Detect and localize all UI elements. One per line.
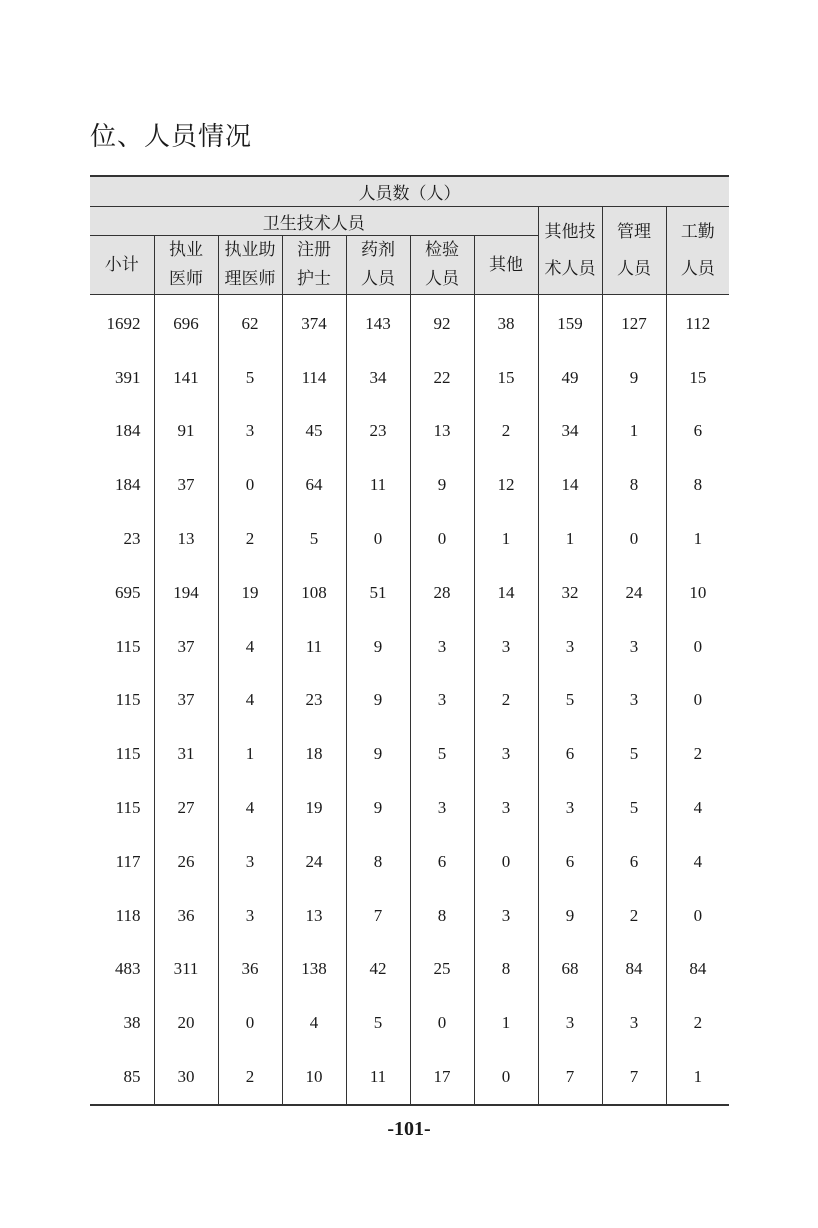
table-cell: 8 [346, 835, 410, 889]
table-cell: 30 [154, 1050, 218, 1105]
table-cell: 3 [410, 620, 474, 674]
table-row [90, 889, 729, 943]
table-cell: 2 [474, 405, 538, 459]
table-cell: 5 [410, 727, 474, 781]
table-cell: 115 [115, 636, 141, 656]
table-cell: 31 [154, 727, 218, 781]
table-row [90, 458, 729, 512]
table-cell: 8 [602, 458, 666, 512]
table-cell: 184 [115, 421, 141, 441]
table-cell: 3 [218, 835, 282, 889]
header-other: 其他 [474, 236, 538, 295]
table-cell: 14 [474, 566, 538, 620]
table-cell: 37 [154, 620, 218, 674]
table-cell: 143 [346, 295, 410, 351]
table-row [90, 566, 729, 620]
table-cell: 4 [666, 781, 729, 835]
table-cell: 6 [602, 835, 666, 889]
table-cell: 3 [218, 889, 282, 943]
table-cell: 7 [538, 1050, 602, 1105]
table-cell: 19 [282, 781, 346, 835]
header-management: 管理 人员 [602, 207, 666, 295]
table-cell: 3 [474, 889, 538, 943]
table-cell: 108 [282, 566, 346, 620]
table-cell: 7 [346, 889, 410, 943]
table-cell: 42 [346, 943, 410, 997]
table-cell: 1 [666, 1050, 729, 1105]
table-cell: 695 [115, 582, 141, 602]
table-cell: 696 [154, 295, 218, 351]
table-cell: 1 [218, 727, 282, 781]
header-other-tech: 其他技 术人员 [538, 207, 602, 295]
table-cell: 1 [474, 512, 538, 566]
table-cell: 0 [474, 835, 538, 889]
header-pharmacy-staff: 药剂 人员 [346, 236, 410, 295]
table-cell: 6 [538, 835, 602, 889]
table-cell: 28 [410, 566, 474, 620]
table-cell: 184 [115, 475, 141, 495]
table-cell: 2 [218, 512, 282, 566]
table-cell: 11 [282, 620, 346, 674]
table-cell: 117 [115, 851, 141, 871]
table-cell: 0 [410, 996, 474, 1050]
table-row [90, 835, 729, 889]
table-cell: 6 [666, 405, 729, 459]
table-cell: 64 [282, 458, 346, 512]
table-cell: 8 [666, 458, 729, 512]
table-row [90, 1050, 729, 1105]
table-cell: 0 [346, 512, 410, 566]
table-cell: 51 [346, 566, 410, 620]
table-cell: 84 [602, 943, 666, 997]
table-cell: 13 [154, 512, 218, 566]
table-row [90, 727, 729, 781]
table-cell: 36 [154, 889, 218, 943]
table-cell: 3 [538, 620, 602, 674]
table-cell: 483 [115, 959, 141, 979]
table-cell: 5 [602, 727, 666, 781]
header-lab-staff: 检验 人员 [410, 236, 474, 295]
table-cell: 5 [282, 512, 346, 566]
table-cell: 34 [346, 351, 410, 405]
table-cell: 11 [346, 1050, 410, 1105]
table-cell: 5 [602, 781, 666, 835]
table-cell: 115 [115, 798, 141, 818]
table-cell: 8 [410, 889, 474, 943]
table-cell: 15 [666, 351, 729, 405]
table-cell: 38 [474, 295, 538, 351]
table-cell: 3 [538, 996, 602, 1050]
table-cell: 2 [474, 674, 538, 728]
table-cell: 7 [602, 1050, 666, 1105]
table-cell: 0 [218, 458, 282, 512]
table-cell: 4 [666, 835, 729, 889]
table-cell: 5 [538, 674, 602, 728]
table-cell: 9 [410, 458, 474, 512]
table-cell: 26 [154, 835, 218, 889]
table-cell: 2 [666, 996, 729, 1050]
table-cell: 6 [538, 727, 602, 781]
page-title: 位、人员情况 [90, 122, 253, 152]
header-subgroup: 卫生技术人员 [90, 207, 538, 236]
table-cell: 4 [218, 781, 282, 835]
table-cell: 49 [538, 351, 602, 405]
table-cell: 9 [346, 727, 410, 781]
table-cell: 114 [282, 351, 346, 405]
table-cell: 37 [154, 674, 218, 728]
table-cell: 0 [666, 620, 729, 674]
table-cell: 0 [474, 1050, 538, 1105]
table-row [90, 996, 729, 1050]
table-cell: 24 [602, 566, 666, 620]
table-cell: 141 [154, 351, 218, 405]
table-cell: 23 [123, 529, 141, 549]
table-cell: 36 [218, 943, 282, 997]
table-cell: 10 [666, 566, 729, 620]
table-cell: 159 [538, 295, 602, 351]
table-row [90, 674, 729, 728]
table-cell: 19 [218, 566, 282, 620]
table-cell: 374 [282, 295, 346, 351]
table-cell: 1 [666, 512, 729, 566]
table-cell: 37 [154, 458, 218, 512]
table-cell: 9 [346, 674, 410, 728]
table-cell: 11 [346, 458, 410, 512]
table-cell: 0 [666, 889, 729, 943]
table-cell: 5 [346, 996, 410, 1050]
table-cell: 9 [538, 889, 602, 943]
table-cell: 391 [115, 367, 141, 387]
staff-table [90, 175, 729, 1106]
table-cell: 9 [602, 351, 666, 405]
table-cell: 3 [474, 727, 538, 781]
table-body [90, 295, 729, 1105]
table-cell: 45 [282, 405, 346, 459]
table-cell: 1 [602, 405, 666, 459]
header-subtotal: 小计 [90, 236, 154, 295]
table-cell: 91 [154, 405, 218, 459]
table-cell: 2 [218, 1050, 282, 1105]
header-assistant-physician: 执业助 理医师 [218, 236, 282, 295]
table-row [90, 781, 729, 835]
table-cell: 112 [666, 295, 729, 351]
table-cell: 3 [410, 674, 474, 728]
table-cell: 4 [218, 674, 282, 728]
table-cell: 15 [474, 351, 538, 405]
table-cell: 1692 [106, 313, 141, 333]
table-cell: 13 [282, 889, 346, 943]
table-cell: 2 [666, 727, 729, 781]
table-cell: 3 [218, 405, 282, 459]
table-cell: 0 [602, 512, 666, 566]
table-cell: 194 [154, 566, 218, 620]
table-cell: 32 [538, 566, 602, 620]
table-cell: 9 [346, 620, 410, 674]
table-cell: 1 [474, 996, 538, 1050]
table-cell: 3 [474, 620, 538, 674]
table-row [90, 943, 729, 997]
table-cell: 8 [474, 943, 538, 997]
table-cell: 115 [115, 744, 141, 764]
table-cell: 14 [538, 458, 602, 512]
table-row [90, 512, 729, 566]
table-cell: 1 [538, 512, 602, 566]
header-support-staff: 工勤 人员 [666, 207, 729, 295]
table-cell: 62 [218, 295, 282, 351]
table-cell: 5 [218, 351, 282, 405]
table-cell: 118 [115, 905, 141, 925]
table-cell: 138 [282, 943, 346, 997]
table-cell: 115 [115, 690, 141, 710]
table-cell: 0 [218, 996, 282, 1050]
header-registered-nurse: 注册 护士 [282, 236, 346, 295]
table-cell: 25 [410, 943, 474, 997]
header-group: 人员数（人） [90, 176, 729, 207]
table-cell: 0 [410, 512, 474, 566]
table-cell: 9 [346, 781, 410, 835]
table-cell: 2 [602, 889, 666, 943]
table-cell: 22 [410, 351, 474, 405]
table-cell: 92 [410, 295, 474, 351]
table-cell: 18 [282, 727, 346, 781]
header-practicing-physician: 执业 医师 [154, 236, 218, 295]
table-cell: 34 [538, 405, 602, 459]
table-cell: 13 [410, 405, 474, 459]
table-row [90, 620, 729, 674]
table-cell: 85 [90, 1050, 154, 1105]
table-row [90, 295, 729, 351]
table-cell: 20 [154, 996, 218, 1050]
page-number: -101- [387, 1118, 431, 1140]
table-cell: 23 [346, 405, 410, 459]
table-cell: 17 [410, 1050, 474, 1105]
table-cell: 10 [282, 1050, 346, 1105]
table-cell: 4 [282, 996, 346, 1050]
table-cell: 3 [474, 781, 538, 835]
table-cell: 4 [218, 620, 282, 674]
table-cell: 3 [538, 781, 602, 835]
table-row [90, 405, 729, 459]
table-cell: 0 [666, 674, 729, 728]
table-cell: 3 [602, 674, 666, 728]
table-cell: 27 [154, 781, 218, 835]
table-cell: 3 [602, 996, 666, 1050]
table-cell: 3 [410, 781, 474, 835]
table-cell: 12 [474, 458, 538, 512]
table-cell: 311 [154, 943, 218, 997]
table-cell: 3 [602, 620, 666, 674]
table-row [90, 351, 729, 405]
table-cell: 68 [538, 943, 602, 997]
table-cell: 23 [282, 674, 346, 728]
table-cell: 6 [410, 835, 474, 889]
table-cell: 38 [123, 1013, 141, 1033]
table-cell: 84 [666, 943, 729, 997]
table-cell: 127 [602, 295, 666, 351]
table-cell: 24 [282, 835, 346, 889]
